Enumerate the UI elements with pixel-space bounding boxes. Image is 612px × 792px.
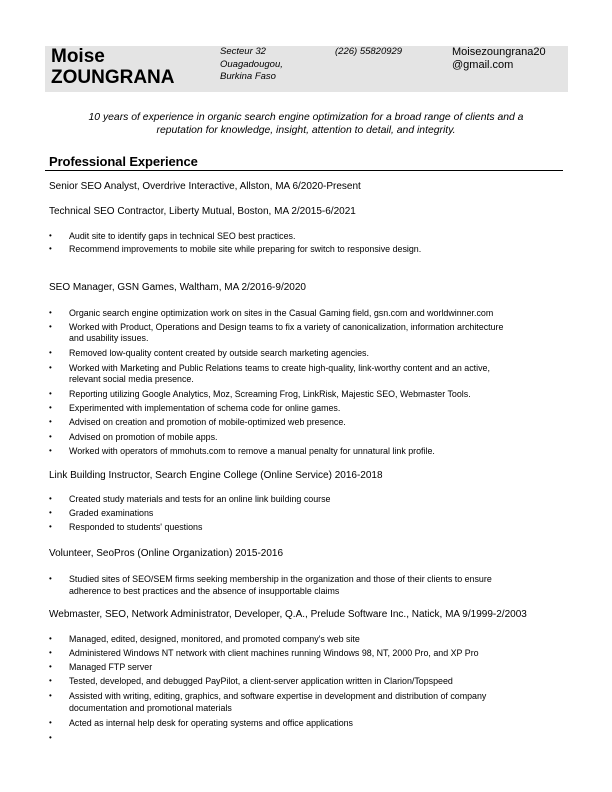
bullet-icon: • xyxy=(49,389,52,398)
address-line: Ouagadougou, xyxy=(220,58,283,70)
list-item: • Organic search engine optimization work on sites in the Casual Gaming field, gsn.com and worldwinner.com xyxy=(49,308,494,318)
bullet-icon: • xyxy=(49,733,52,742)
bullet-icon: • xyxy=(49,231,52,240)
email-line: Moisezoungrana20 xyxy=(452,46,546,58)
list-item: • Tested, developed, and debugged PayPilot, a client-server application written in Clarion/Topspeed xyxy=(49,676,453,686)
bullet-icon: • xyxy=(49,432,52,441)
list-item: • Worked with Marketing and Public Relations teams to create high-quality, link-worthy content and an active, xyxy=(49,363,490,373)
list-item: • Managed, edited, designed, monitored, and promoted company's web site xyxy=(49,634,360,644)
address-line: Burkina Faso xyxy=(220,71,276,82)
address-line: Secteur 32 xyxy=(220,46,266,57)
bullet-icon: • xyxy=(49,691,52,700)
bullet-icon: • xyxy=(49,676,52,685)
bullet-icon: • xyxy=(49,363,52,372)
bullet-icon: • xyxy=(49,718,52,727)
list-item: • Recommend improvements to mobile site while preparing for switch to responsive design. xyxy=(49,244,422,254)
bullet-icon: • xyxy=(49,662,52,671)
list-item-cont: adherence to best practices and the absence of insupportable claims xyxy=(69,586,340,596)
email-line: @gmail.com xyxy=(452,58,514,71)
list-item: • Removed low-quality content created by outside search marketing agencies. xyxy=(49,348,369,358)
summary-line: 10 years of experience in organic search engine optimization for a broad range of clients and a xyxy=(88,112,524,123)
job-title: Webmaster, SEO, Network Administrator, Developer, Q.A., Prelude Software Inc., Natick, MA 9/1999-2/2003 xyxy=(49,609,527,620)
bullet-icon: • xyxy=(49,403,52,412)
list-item: • Managed FTP server xyxy=(49,662,153,672)
address xyxy=(220,46,283,84)
list-item-cont: relevant social media presence. xyxy=(69,374,194,384)
summary xyxy=(40,111,572,137)
list-item: • Audit site to identify gaps in technical SEO best practices. xyxy=(49,231,296,241)
job-title: Link Building Instructor, Search Engine College (Online Service) 2016-2018 xyxy=(49,470,383,481)
bullet-icon: • xyxy=(49,574,52,583)
bullet-icon: • xyxy=(49,244,52,253)
summary-line: reputation for knowledge, insight, attention to detail, and integrity. xyxy=(156,125,456,136)
email xyxy=(452,46,546,71)
bullet-icon: • xyxy=(49,494,52,503)
job-title: Technical SEO Contractor, Liberty Mutual, Boston, MA 2/2015-6/2021 xyxy=(49,206,356,217)
list-item: • Advised on creation and promotion of mobile-optimized web presence. xyxy=(49,417,346,427)
job-title: SEO Manager, GSN Games, Waltham, MA 2/2016-9/2020 xyxy=(49,282,306,293)
job-title: Senior SEO Analyst, Overdrive Interactive, Allston, MA 6/2020-Present xyxy=(49,181,361,192)
list-item: • Graded examinations xyxy=(49,508,154,518)
list-item: • Studied sites of SEO/SEM firms seeking membership in the organization and those of their clients to ensure xyxy=(49,574,492,584)
first-name: Moise xyxy=(51,46,105,67)
list-item: • Created study materials and tests for an online link building course xyxy=(49,494,331,504)
list-item-cont: documentation and promotional materials xyxy=(69,703,232,713)
bullet-icon: • xyxy=(49,308,52,317)
job-title: Volunteer, SeoPros (Online Organization) 2015-2016 xyxy=(49,548,284,559)
bullet-icon: • xyxy=(49,322,52,331)
list-item: • Advised on promotion of mobile apps. xyxy=(49,432,218,442)
bullet-icon: • xyxy=(49,417,52,426)
list-item: • Assisted with writing, editing, graphics, and software expertise in development and distribution of company xyxy=(49,691,487,701)
list-item: • Experimented with implementation of schema code for online games. xyxy=(49,403,341,413)
list-item: • Administered Windows NT network with client machines running Windows 98, NT, 2000 Pro, and XP Pro xyxy=(49,648,479,658)
bullet-icon: • xyxy=(49,446,52,455)
list-item: • Acted as internal help desk for operating systems and office applications xyxy=(49,718,353,728)
list-item-cont: and usability issues. xyxy=(69,333,149,343)
bullet-icon: • xyxy=(49,522,52,531)
phone: (226) 55820929 xyxy=(335,46,403,57)
list-item: • Responded to students' questions xyxy=(49,522,203,532)
bullet-icon: • xyxy=(49,648,52,657)
bullet-icon: • xyxy=(49,508,52,517)
list-item: • Reporting utilizing Google Analytics, Moz, Screaming Frog, LinkRisk, Majestic SEO, Webmaster Tools. xyxy=(49,389,471,399)
bullet-icon: • xyxy=(49,348,52,357)
list-item: • Worked with Product, Operations and Design teams to fix a variety of canonicalization, information architecture xyxy=(49,322,504,332)
list-item: • Worked with operators of mmohuts.com to remove a manual penalty for unnatural link profile. xyxy=(49,446,435,456)
section-divider xyxy=(45,170,563,171)
bullet-icon: • xyxy=(49,634,52,643)
candidate-name xyxy=(51,46,175,88)
last-name: ZOUNGRANA xyxy=(51,67,175,88)
section-title: Professional Experience xyxy=(49,154,198,169)
